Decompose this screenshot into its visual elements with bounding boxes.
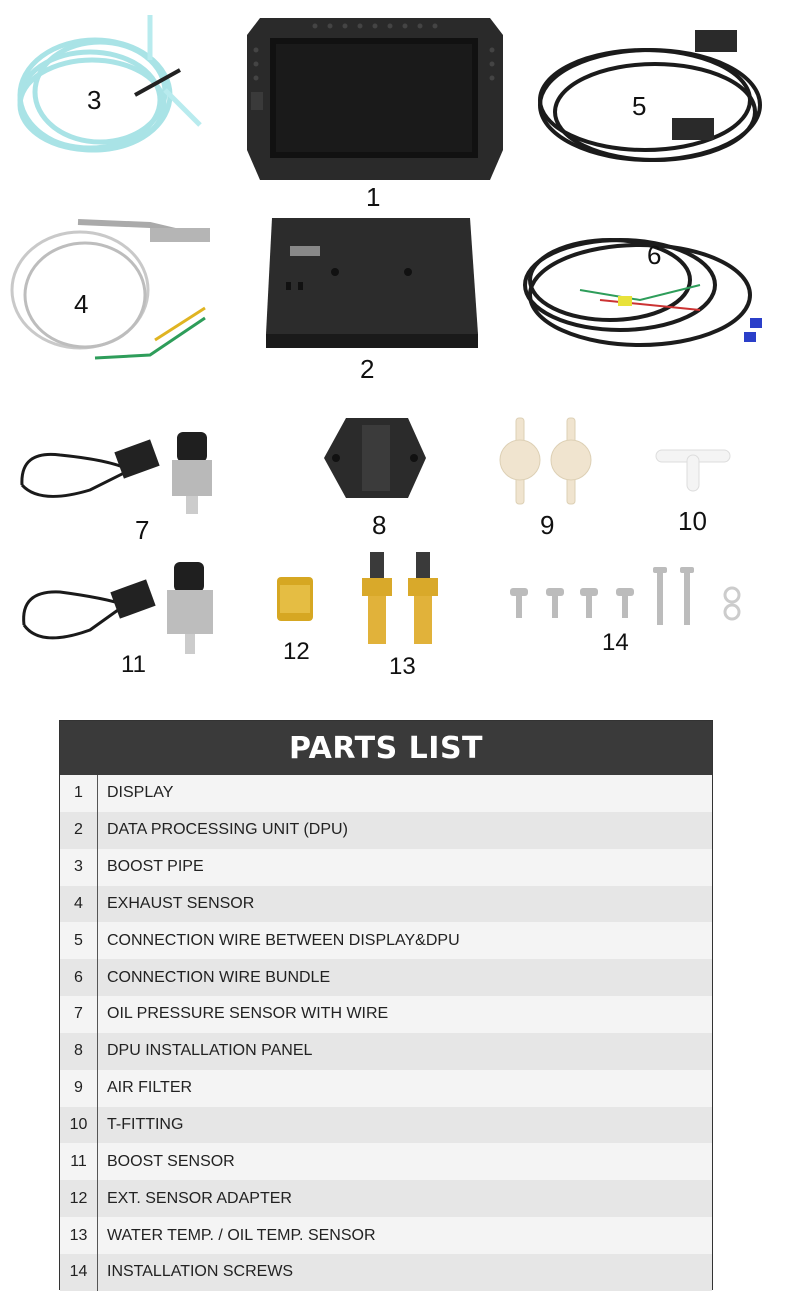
- table-row: [60, 775, 712, 812]
- row-number: 6: [60, 959, 98, 996]
- label-12: 12: [283, 638, 310, 665]
- table-row: [60, 1107, 712, 1144]
- row-name: CONNECTION WIRE BETWEEN DISPLAY&DPU: [107, 931, 460, 949]
- row-number: 8: [60, 1033, 98, 1070]
- row-number: 13: [60, 1217, 98, 1254]
- dpu-image: [266, 218, 478, 348]
- row-number: 10: [60, 1107, 98, 1144]
- screws-image: [510, 567, 739, 625]
- table-row: [60, 1217, 712, 1254]
- row-name: BOOST PIPE: [107, 858, 204, 876]
- label-10: 10: [678, 506, 707, 536]
- row-number: 3: [60, 849, 98, 886]
- label-14: 14: [602, 629, 629, 656]
- label-4: 4: [74, 289, 89, 319]
- label-9: 9: [540, 510, 555, 540]
- installation-panel-image: [324, 418, 426, 498]
- parts-list-title: PARTS LIST: [60, 721, 712, 775]
- row-name: INSTALLATION SCREWS: [107, 1263, 294, 1281]
- label-8: 8: [372, 510, 387, 540]
- table-row: [60, 959, 712, 996]
- label-13: 13: [389, 653, 416, 680]
- row-name: EXHAUST SENSOR: [107, 894, 255, 912]
- label-5: 5: [632, 91, 647, 121]
- row-name: OIL PRESSURE SENSOR WITH WIRE: [107, 1005, 389, 1023]
- label-6: 6: [647, 240, 662, 270]
- row-name: WATER TEMP. / OIL TEMP. SENSOR: [107, 1226, 376, 1244]
- t-fitting-image: [656, 450, 730, 491]
- row-name: DATA PROCESSING UNIT (DPU): [107, 821, 348, 839]
- display-image: [247, 18, 503, 180]
- label-1: 1: [366, 182, 381, 212]
- label-2: 2: [360, 354, 375, 384]
- connection-wire-image: [540, 30, 760, 160]
- boost-pipe-image: [20, 15, 200, 150]
- row-name: AIR FILTER: [107, 1079, 193, 1097]
- row-number: 2: [60, 812, 98, 849]
- table-row: [60, 1070, 712, 1107]
- label-3: 3: [87, 85, 102, 115]
- row-number: 1: [60, 775, 98, 812]
- row-number: 12: [60, 1180, 98, 1217]
- table-row: [60, 922, 712, 959]
- row-name: T-FITTING: [107, 1116, 184, 1134]
- row-name: DPU INSTALLATION PANEL: [107, 1042, 313, 1060]
- table-row: [60, 886, 712, 923]
- table-row: [60, 812, 712, 849]
- row-name: CONNECTION WIRE BUNDLE: [107, 968, 331, 986]
- row-number: 11: [60, 1143, 98, 1180]
- table-row: [60, 1254, 712, 1291]
- table-row: [60, 1143, 712, 1180]
- row-number: 4: [60, 886, 98, 923]
- table-row: [60, 996, 712, 1033]
- table-row: [60, 849, 712, 886]
- oil-pressure-sensor-image: [22, 432, 212, 514]
- row-number: 5: [60, 922, 98, 959]
- parts-list-table: [59, 720, 713, 1290]
- row-number: 14: [60, 1254, 98, 1291]
- wire-bundle-image: [525, 240, 762, 345]
- boost-sensor-image: [24, 562, 213, 654]
- row-name: BOOST SENSOR: [107, 1152, 235, 1170]
- label-7: 7: [135, 515, 150, 545]
- temp-sensor-image: [362, 552, 438, 644]
- table-row: [60, 1033, 712, 1070]
- table-row: [60, 1180, 712, 1217]
- row-name: DISPLAY: [107, 784, 174, 802]
- row-number: 7: [60, 996, 98, 1033]
- exhaust-sensor-image: [12, 222, 210, 358]
- row-name: EXT. SENSOR ADAPTER: [107, 1189, 292, 1207]
- air-filter-image: [500, 418, 591, 504]
- sensor-adapter-image: [277, 577, 313, 621]
- row-number: 9: [60, 1070, 98, 1107]
- label-11: 11: [121, 651, 146, 678]
